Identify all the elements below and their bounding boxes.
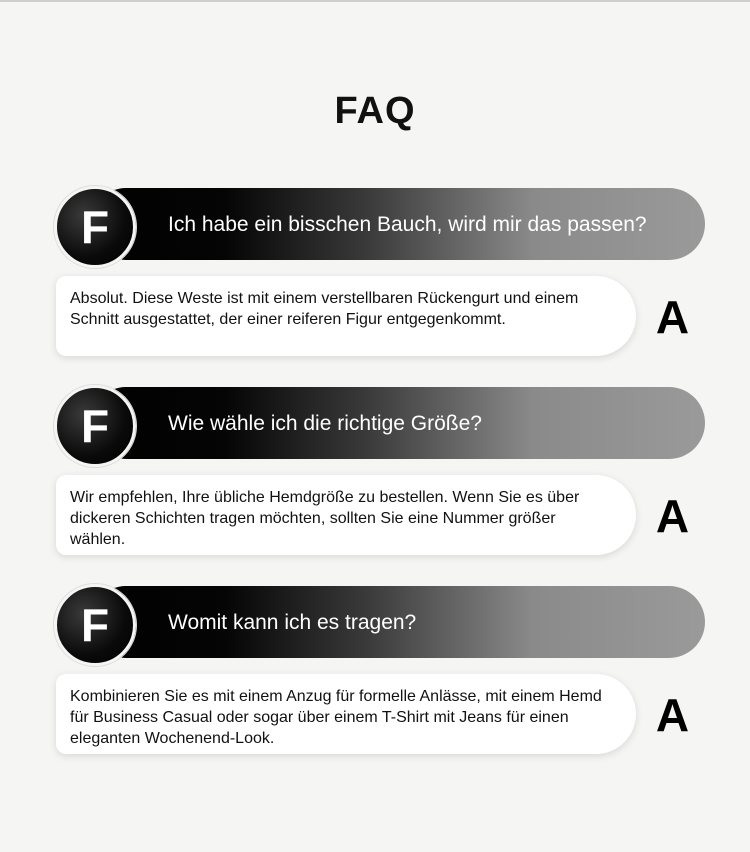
answer-box <box>56 276 636 356</box>
answer-text: Wir empfehlen, Ihre übliche Hemdgröße zu bestellen. Wenn Sie es über dickeren Schichten tragen möchten, sollten Sie eine Nummer größer wählen. <box>70 489 580 548</box>
faq-item <box>0 387 750 577</box>
question-text: Womit kann ich es tragen? <box>168 610 417 634</box>
answer-box <box>56 674 636 754</box>
answer-text: Absolut. Diese Weste ist mit einem verstellbaren Rückengurt und einem Schnitt ausgestattet, der einer reiferen Figur entgegenkommt. <box>70 290 579 328</box>
page-title: FAQ <box>334 90 416 132</box>
faq-item <box>0 586 750 776</box>
question-badge-icon: F <box>54 186 136 268</box>
answer-text: Kombinieren Sie es mit einem Anzug für formelle Anlässe, mit einem Hemd für Business Casual oder sogar über einem T-Shirt mit Jeans für einen eleganten Wochenend-Look. <box>70 688 602 747</box>
faq-item <box>0 188 750 378</box>
question-badge-icon: F <box>54 584 136 666</box>
answer-marker: A <box>655 689 690 741</box>
question-badge-icon: F <box>54 385 136 467</box>
answer-box <box>56 475 636 555</box>
answer-marker: A <box>655 291 690 343</box>
top-divider <box>0 0 750 2</box>
question-text: Ich habe ein bisschen Bauch, wird mir das passen? <box>168 212 647 236</box>
question-text: Wie wähle ich die richtige Größe? <box>168 411 482 435</box>
answer-marker: A <box>655 490 690 542</box>
